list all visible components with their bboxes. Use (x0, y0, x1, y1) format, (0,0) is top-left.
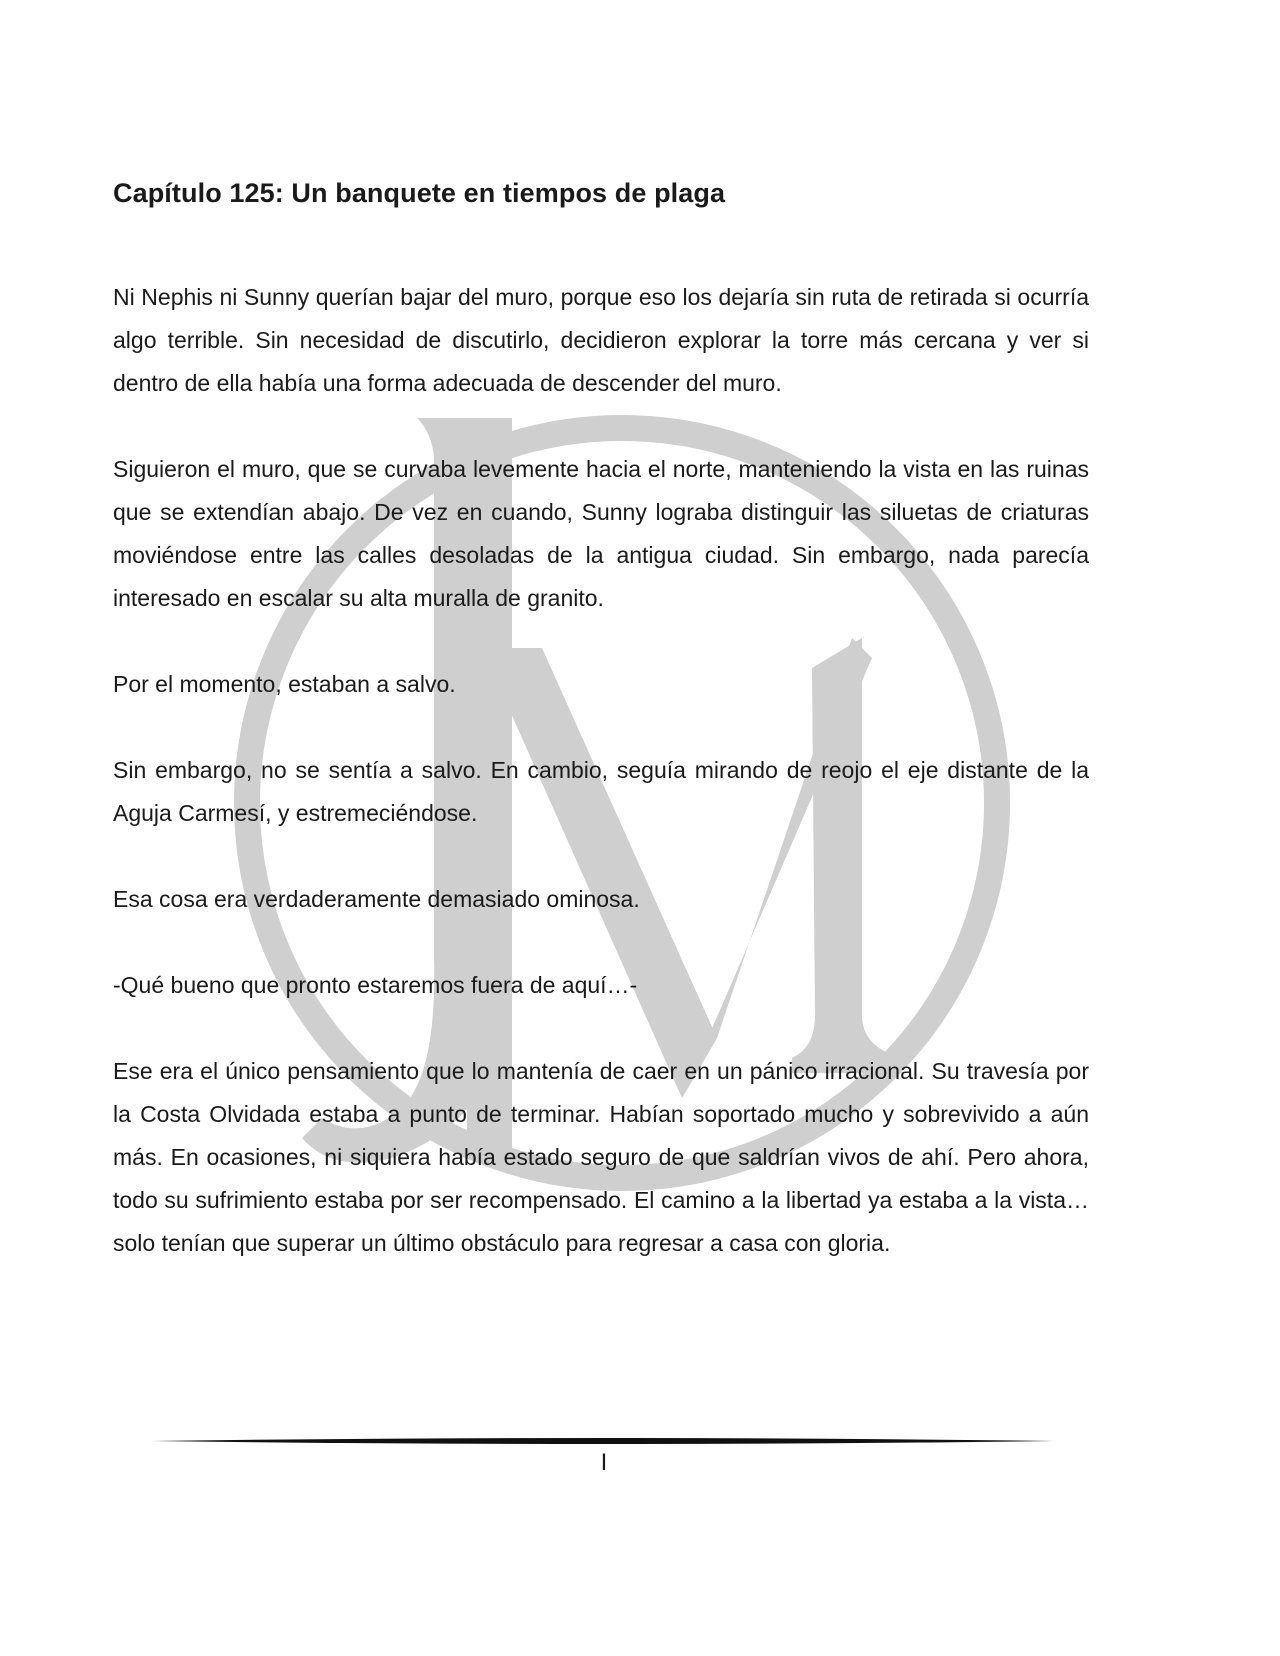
paragraph: Ni Nephis ni Sunny querían bajar del muro, porque eso los dejaría sin ruta de retirada si ocurría algo terrible. Sin necesidad de discutirlo, decidieron explorar la torre más cercana y ver si dentro de ella había una forma adecuada de descender del muro. (113, 284, 1089, 396)
paragraph: Por el momento, estaban a salvo. (113, 671, 456, 697)
paragraph: Sin embargo, no se sentía a salvo. En cambio, seguía mirando de reojo el eje distante de la Aguja Carmesí, y estremeciéndose. (113, 757, 1089, 826)
footer-divider (152, 1436, 1054, 1446)
paragraph: -Qué bueno que pronto estaremos fuera de aquí…- (113, 972, 638, 998)
chapter-title: Capítulo 125: Un banquete en tiempos de plaga (113, 178, 726, 208)
document-body (113, 176, 1089, 1308)
page-number: I (600, 1449, 608, 1476)
paragraph: Ese era el único pensamiento que lo mantenía de caer en un pánico irracional. Su travesía por la Costa Olvidada estaba a punto de terminar. Habían soportado mucho y sobrevivido a aún más. En ocasiones, ni siquiera había estado seguro de que saldrían vivos de ahí. Pero ahora, todo su sufrimiento estaba por ser recompensado. El camino a la libertad ya estaba a la vista… solo tenían que superar un último obstáculo para regresar a casa con gloria. (113, 1058, 1089, 1256)
paragraph: Esa cosa era verdaderamente demasiado ominosa. (113, 886, 640, 912)
paragraph: Siguieron el muro, que se curvaba levemente hacia el norte, manteniendo la vista en las ruinas que se extendían abajo. De vez en cuando, Sunny lograba distinguir las siluetas de criaturas moviéndose entre las calles desoladas de la antigua ciudad. Sin embargo, nada parecía interesado en escalar su alta muralla de granito. (113, 456, 1089, 611)
